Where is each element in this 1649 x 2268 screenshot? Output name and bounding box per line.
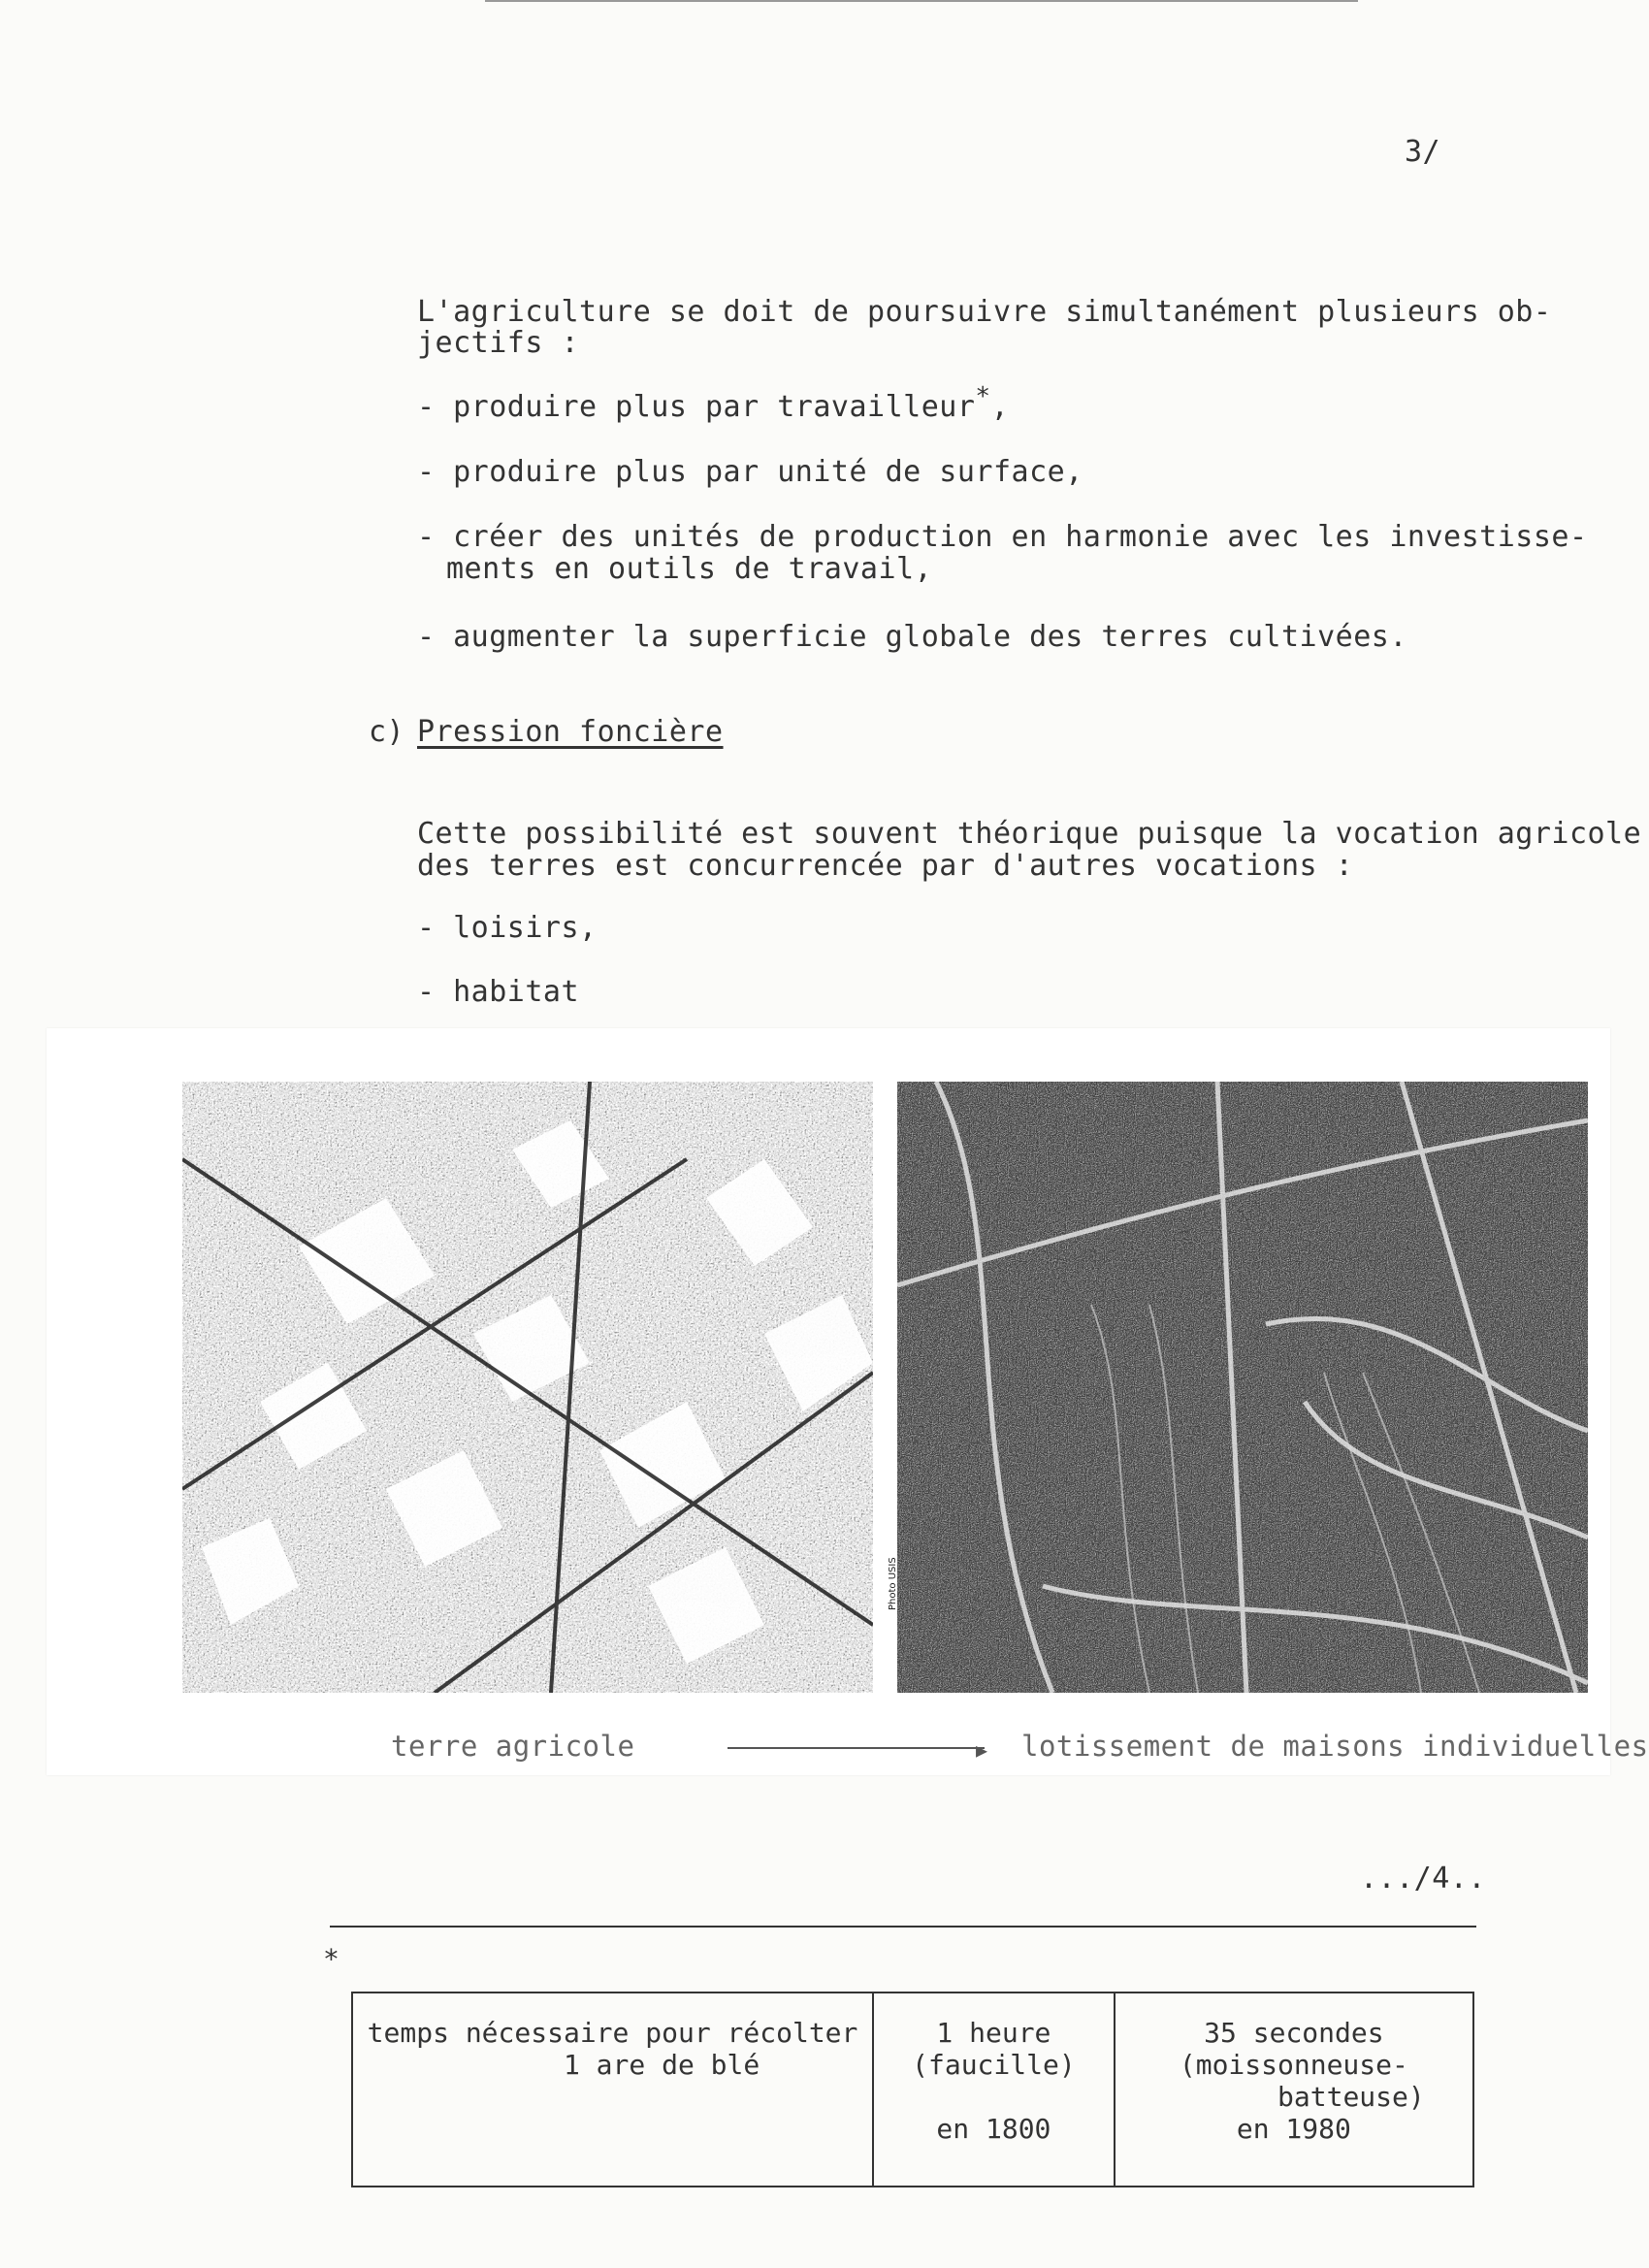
footnote-separator	[330, 1926, 1476, 1928]
continuation-marker: .../4..	[1360, 1862, 1486, 1895]
caption-right: lotissement de maisons individuelles	[1021, 1730, 1649, 1763]
vocation-item-habitat: - habitat	[417, 975, 580, 1009]
arrow-head-icon: ▶	[976, 1738, 988, 1762]
top-edge-line	[485, 0, 1358, 2]
footnote-asterisk: *	[975, 382, 991, 411]
intro-line-1: L'agriculture se doit de poursuivre simultanément plusieurs ob-	[417, 295, 1552, 329]
table-cell-1800: 1 heure (faucille) en 1800	[873, 1993, 1115, 2187]
objective-4: - augmenter la superficie globale des terres cultivées.	[417, 620, 1407, 654]
section-label: c)	[369, 715, 405, 749]
objective-1-comma: ,	[990, 390, 1010, 424]
vocation-item-loisirs: - loisirs,	[417, 911, 598, 945]
caption-arrow	[728, 1747, 985, 1749]
objective-3-line-1: - créer des unités de production en harmonie avec les investisse-	[417, 520, 1588, 554]
footnote-symbol: *	[323, 1943, 340, 1975]
intro-line-2: jectifs :	[417, 326, 580, 360]
table-cell-1980: 35 secondes (moissonneuse- batteuse) en 1980	[1115, 1993, 1473, 2187]
objective-3-line-2: ments en outils de travail,	[446, 552, 933, 586]
section-paragraph-line-1: Cette possibilité est souvent théorique puisque la vocation agricole	[417, 817, 1642, 851]
photo-housing-development	[897, 1082, 1588, 1693]
page-number: 3/	[1405, 135, 1441, 169]
objective-1	[417, 382, 1010, 425]
section-title: Pression foncière	[417, 715, 724, 749]
photo-credit: Photo USIS	[888, 1557, 898, 1610]
section-paragraph-line-2: des terres est concurrencée par d'autres vocations :	[417, 849, 1354, 883]
objective-1-text: - produire plus par travailleur	[417, 390, 976, 424]
objective-2: - produire plus par unité de surface,	[417, 455, 1083, 489]
caption-left: terre agricole	[391, 1730, 635, 1763]
table-cell-description: temps nécessaire pour récolter 1 are de blé	[352, 1993, 873, 2187]
footnote-table	[351, 1992, 1474, 2187]
photo-agricultural-land	[182, 1082, 873, 1693]
table-row	[352, 1993, 1473, 2187]
